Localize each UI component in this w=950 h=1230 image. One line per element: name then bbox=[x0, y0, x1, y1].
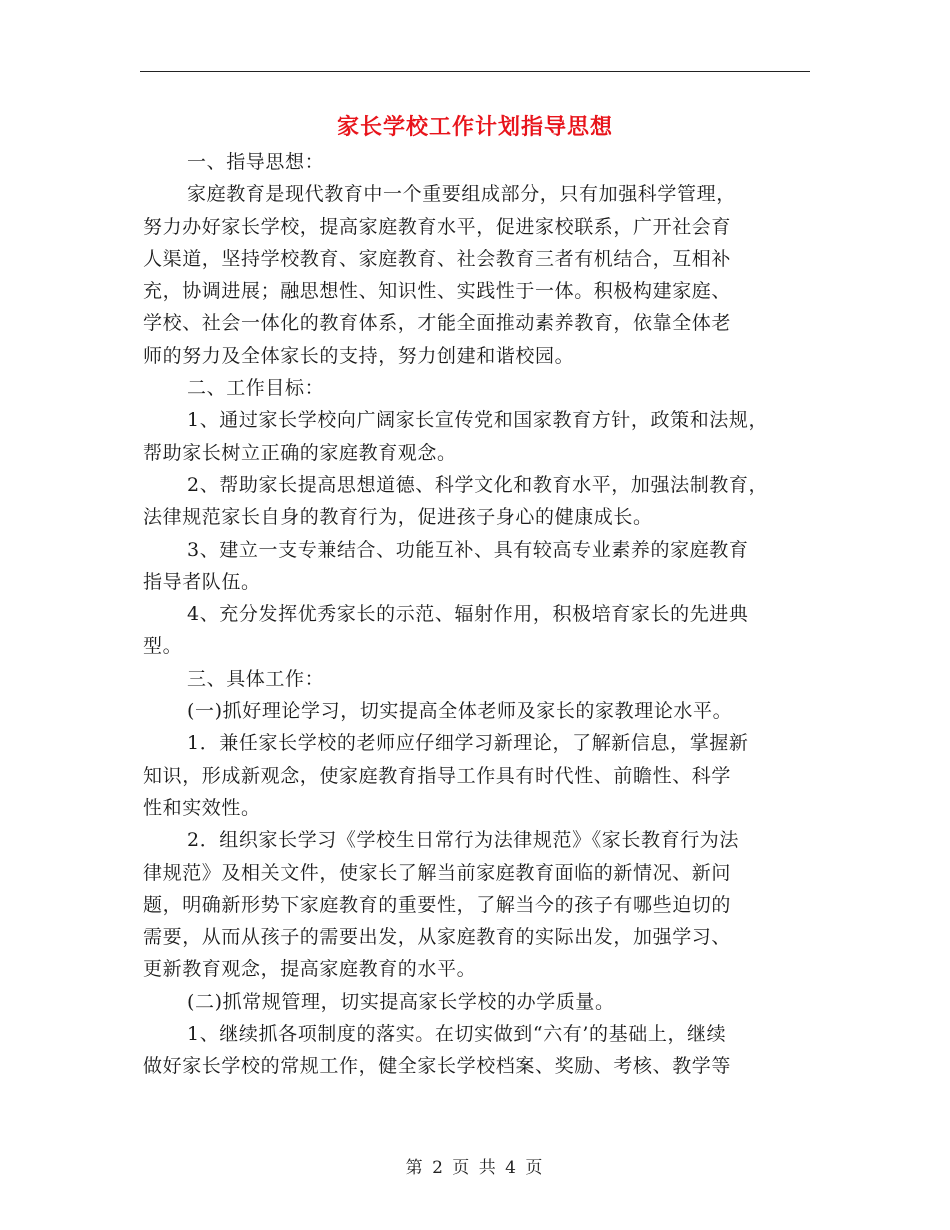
text-line: 型。 bbox=[143, 635, 183, 658]
text-line: 学校、社会一体化的教育体系，才能全面推动素养教育，依靠全体老 bbox=[143, 312, 732, 335]
text-line: (二)抓常规管理，切实提高家长学校的办学质量。 bbox=[187, 990, 615, 1013]
text-line: 需要，从而从孩子的需要出发，从家庭教育的实际出发，加强学习、 bbox=[143, 926, 732, 949]
text-line: 2．组织家长学习《学校生日常行为法律规范》《家长教育行为法 bbox=[187, 829, 739, 852]
text-line: 帮助家长树立正确的家庭教育观念。 bbox=[143, 441, 457, 464]
text-line: 指导者队伍。 bbox=[143, 570, 261, 593]
text-line: 1、继续抓各项制度的落实。在切实做到“六有’的基础上，继续 bbox=[187, 1023, 727, 1046]
text-line: 师的努力及全体家长的支持，努力创建和谐校园。 bbox=[143, 344, 575, 367]
text-line: 2、帮助家长提高思想道德、科学文化和教育水平，加强法制教育， bbox=[187, 473, 769, 496]
header-rule bbox=[140, 71, 810, 72]
text-line: 题，明确新形势下家庭教育的重要性，了解当今的孩子有哪些迫切的 bbox=[143, 893, 732, 916]
text-line: 一、指导思想： bbox=[187, 151, 325, 173]
text-line: 知识，形成新观念，使家庭教育指导工作具有时代性、前瞻性、科学 bbox=[143, 764, 732, 787]
text-line: 3、建立一支专兼结合、功能互补、具有较高专业素养的家庭教育 bbox=[187, 538, 749, 561]
text-line: 4、充分发挥优秀家长的示范、辐射作用，积极培育家长的先进典 bbox=[187, 603, 749, 626]
text-line: 1、通过家长学校向广阔家长宣传党和国家教育方针，政策和法规， bbox=[187, 409, 769, 432]
text-line: 人渠道，坚持学校教育、家庭教育、社会教育三者有机结合，互相补 bbox=[143, 247, 732, 270]
text-line: 1．兼任家长学校的老师应仔细学习新理论，了解新信息，掌握新 bbox=[187, 732, 749, 755]
document-body bbox=[143, 146, 811, 1083]
text-line: 性和实效性。 bbox=[143, 796, 261, 819]
text-line: 充，协调进展；融思想性、知识性、实践性于一体。积极构建家庭、 bbox=[143, 280, 732, 303]
page-footer: 第 2 页 共 4 页 bbox=[405, 1158, 545, 1178]
text-line: 二、工作目标： bbox=[187, 377, 325, 400]
text-line: (一)抓好理论学习，切实提高全体老师及家长的家教理论水平。 bbox=[187, 700, 733, 723]
text-line: 法律规范家长自身的教育行为，促进孩子身心的健康成长。 bbox=[143, 506, 653, 529]
text-line: 律规范》及相关文件，使家长了解当前家庭教育面临的新情况、新问 bbox=[143, 861, 732, 884]
text-line: 做好家长学校的常规工作，健全家长学校档案、奖励、考核、教学等 bbox=[143, 1055, 732, 1078]
text-line: 家庭教育是现代教育中一个重要组成部分，只有加强科学管理， bbox=[187, 183, 736, 206]
text-line: 努力办好家长学校，提高家庭教育水平，促进家校联系，广开社会育 bbox=[143, 215, 732, 238]
text-line: 更新教育观念，提高家庭教育的水平。 bbox=[143, 958, 477, 981]
text-line: 三、具体工作： bbox=[187, 667, 325, 690]
document-title: 家长学校工作计划指导思想 bbox=[336, 115, 613, 140]
